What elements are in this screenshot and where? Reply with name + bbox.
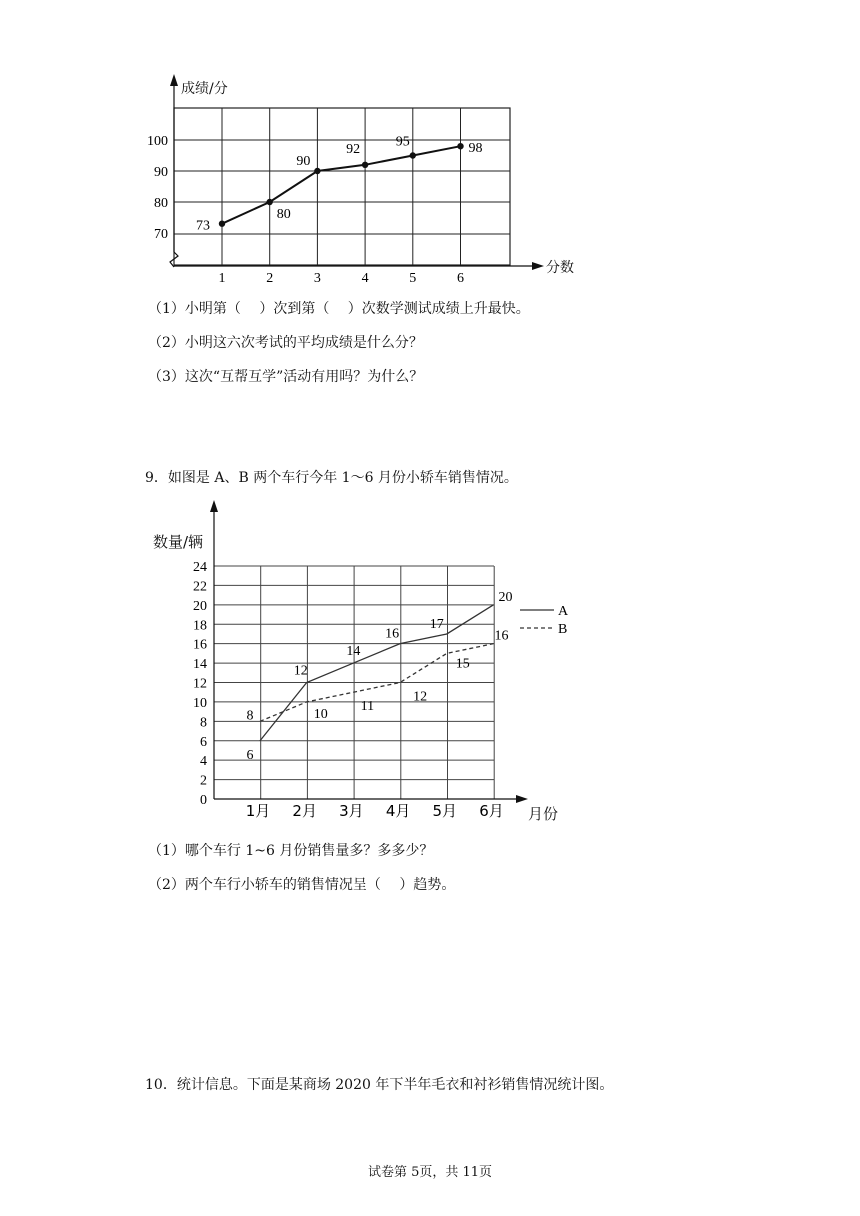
chart1-data-label: 73 (196, 218, 210, 234)
chart2-x-tick-label: 4月 (385, 802, 411, 820)
chart2-data-label-A: 6 (246, 747, 254, 763)
chart1-y-arrow (170, 74, 178, 86)
chart2-y-tick-label: 14 (193, 657, 207, 673)
chart1-series (196, 135, 483, 234)
chart2-data-label-B: 11 (360, 699, 375, 715)
chart2-x-tick-label: 2月 (292, 802, 317, 820)
chart1-point (314, 168, 320, 174)
q8-item-3: （3）这次“互帮互学”活动有用吗？为什么？ (148, 369, 424, 385)
chart1-x-ticks (219, 271, 465, 286)
q8-item-2: （2）小明这六次考试的平均成绩是什么分？ (148, 335, 423, 351)
chart1-y-tick-label: 80 (154, 196, 168, 211)
chart1-x-tick-label: 3 (313, 271, 321, 286)
chart2-y-arrow (210, 500, 218, 512)
chart2-data-label-B: 12 (413, 689, 428, 705)
chart2-x-ticks (246, 802, 504, 820)
score-line-chart (0, 0, 860, 290)
chart1-frame (174, 108, 510, 265)
chart1-axes (170, 74, 544, 270)
chart2-data-label-A: 17 (429, 616, 444, 632)
chart2-x-axis-label: 月份 (528, 805, 559, 823)
chart1-grid (174, 108, 510, 265)
chart2-y-tick-label: 2 (200, 773, 207, 789)
chart2-y-tick-label: 22 (193, 579, 207, 595)
chart1-y-tick-label: 70 (154, 227, 168, 242)
page-footer: 试卷第 5页，共 11页 (367, 1165, 493, 1180)
chart1-line (222, 146, 461, 224)
chart2-y-tick-label: 18 (193, 618, 207, 634)
chart2-data-label-A: 16 (385, 626, 400, 642)
chart1-x-tick-label: 5 (409, 271, 417, 286)
chart2-x-tick-label: 6月 (479, 802, 504, 820)
car-sales-line-chart (0, 490, 860, 830)
chart1-data-label: 98 (468, 141, 483, 157)
chart1-point (457, 143, 463, 149)
chart2-data-label-B: 15 (455, 656, 470, 672)
chart1-point (362, 162, 368, 168)
chart2-data-label-A: 12 (293, 663, 308, 679)
chart2-legend (520, 604, 569, 637)
chart2-x-tick-label: 3月 (339, 802, 364, 820)
chart1-x-tick-label: 1 (218, 271, 226, 286)
chart2-y-tick-label: 8 (200, 715, 207, 731)
chart2-data-label-A: 14 (346, 644, 361, 660)
chart2-data-label-A: 20 (498, 589, 513, 605)
q10-title: 10．统计信息。下面是某商场 2020 年下半年毛衣和衬衫销售情况统计图。 (145, 1077, 614, 1093)
chart2-y-tick-label: 20 (193, 598, 207, 614)
chart1-point (219, 221, 225, 227)
chart1-x-tick-label: 6 (457, 271, 464, 286)
q9-item-1: （1）哪个车行 1~6 月份销售量多？多多少？ (148, 843, 434, 859)
chart1-y-axis-label: 成绩/分 (181, 81, 228, 97)
chart2-y-tick-label: 10 (193, 695, 207, 711)
chart2-y-tick-label: 12 (193, 676, 207, 692)
chart1-data-label: 92 (346, 141, 361, 157)
chart2-y-tick-label: 4 (200, 754, 207, 770)
chart2-y-axis-label: 数量/辆 (153, 533, 204, 551)
chart1-y-tick-label: 90 (154, 165, 168, 180)
chart1-data-label: 80 (276, 207, 291, 222)
chart2-y-tick-label: 6 (200, 734, 207, 750)
chart2-data-label-B: 8 (246, 708, 254, 724)
chart2-grid (214, 566, 494, 799)
chart2-legend-label-B: B (558, 622, 568, 637)
chart2-y-tick-label: 0 (200, 793, 207, 808)
q9-item-2: （2）两个车行小轿车的销售情况呈（ ）趋势。 (148, 877, 456, 893)
chart1-x-tick-label: 2 (266, 271, 274, 286)
q8-item-1: （1）小明第（ ）次到第（ ）次数学测试成绩上升最快。 (148, 301, 530, 317)
chart1-y-tick-label: 100 (147, 134, 168, 149)
chart1-x-arrow (532, 262, 544, 270)
chart1-data-label: 95 (395, 134, 410, 150)
chart2-y-tick-label: 24 (193, 560, 207, 575)
chart2-y-ticks (193, 560, 207, 808)
chart2-y-tick-label: 16 (193, 637, 207, 653)
q9-title: 9．如图是 A、B 两个车行今年 1～6 月份小轿车销售情况。 (145, 470, 518, 486)
chart2-x-arrow (516, 795, 528, 803)
chart2-legend-label-A: A (558, 604, 569, 619)
chart2-x-tick-label: 5月 (432, 802, 458, 820)
chart2-series (247, 590, 513, 763)
chart2-axes (210, 500, 528, 803)
chart2-x-tick-label: 1月 (245, 802, 271, 820)
chart1-x-axis-label: 分数 (546, 260, 574, 276)
chart1-x-tick-label: 4 (361, 271, 369, 286)
chart1-data-label: 90 (296, 154, 311, 169)
chart1-point (267, 199, 273, 205)
chart2-data-label-B: 10 (313, 706, 328, 722)
chart2-data-label-B: 16 (494, 628, 509, 644)
chart1-y-ticks (147, 134, 168, 242)
chart1-point (410, 152, 416, 158)
